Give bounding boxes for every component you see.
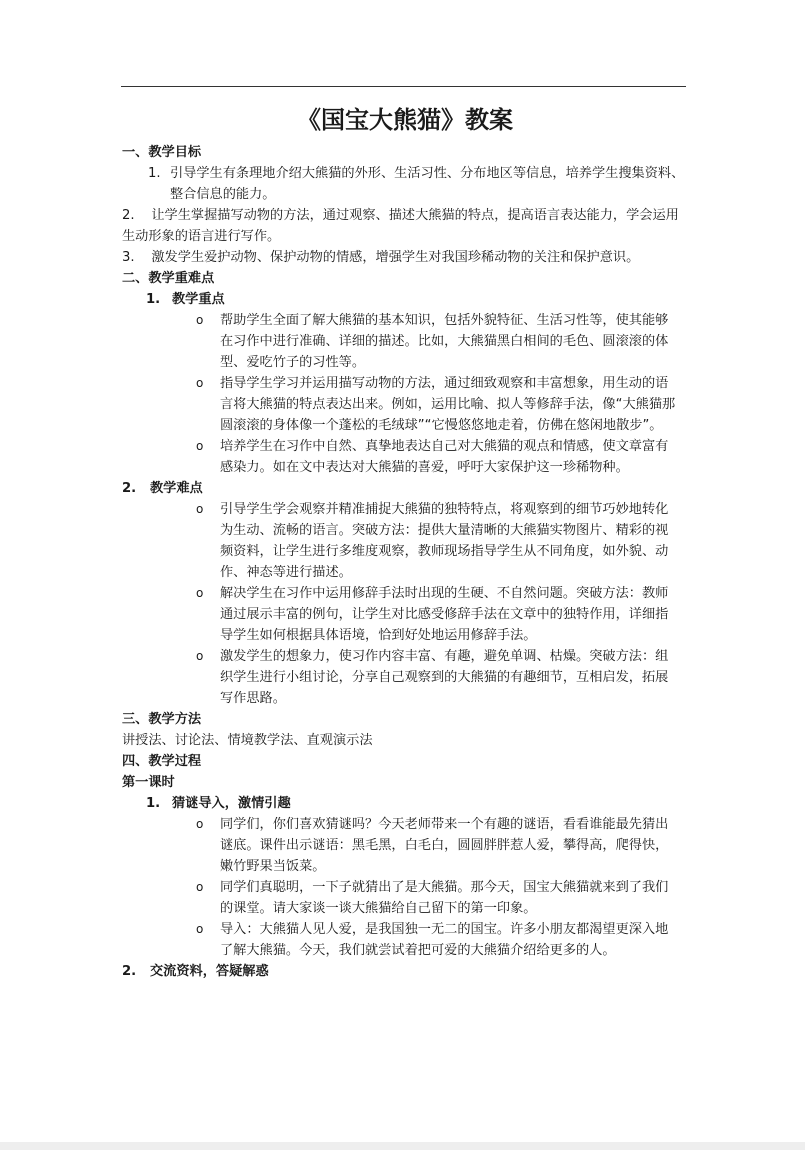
step-number: 2. (122, 964, 137, 979)
focus-bullet-2 (122, 373, 678, 436)
bullet-text: 激发学生的想象力，使习作内容丰富、有趣，避免单调、枯燥。突破方法：组织学生进行小组讨论，分享自己观察到的大熊猫的有趣细节，互相启发，拓展写作思路。 (220, 649, 669, 706)
page-bottom-band (0, 1142, 805, 1150)
goal-item-1 (122, 163, 688, 205)
subheading-label: 教学重点 (172, 292, 225, 307)
circle-bullet-icon: o (196, 376, 204, 390)
difficulty-bullet-2 (122, 583, 678, 646)
document-body (122, 100, 688, 982)
subheading-label: 教学难点 (150, 481, 203, 496)
circle-bullet-icon: o (196, 502, 204, 516)
section-heading-methods: 三、教学方法 (122, 712, 202, 727)
subheading-number: 2. (122, 481, 137, 496)
section-heading-process: 四、教学过程 (122, 754, 202, 769)
subheading-difficulty (122, 478, 688, 499)
goal-text: 引导学生有条理地介绍大熊猫的外形、生活习性、分布地区等信息，培养学生搜集资料、整合信息的能力。 (170, 166, 685, 202)
bullet-text: 指导学生学习并运用描写动物的方法，通过细致观察和丰富想象，用生动的语言将大熊猫的特点表达出来。例如，运用比喻、拟人等修辞手法，像“大熊猫那圆滚滚的身体像一个蓬松的毛绒球”“它慢悠悠地走着，仿佛在悠闲地散步”。 (220, 376, 676, 433)
goal-number: 3. (122, 250, 135, 265)
goal-text: 让学生掌握描写动物的方法，通过观察、描述大熊猫的特点，提高语言表达能力，学会运用生动形象的语言进行写作。 (122, 208, 679, 244)
circle-bullet-icon: o (196, 880, 204, 894)
difficulty-bullet-1 (122, 499, 678, 583)
document-title: 《国宝大熊猫》教案 (297, 106, 513, 134)
section-heading-key-points: 二、教学重难点 (122, 271, 215, 286)
goal-text: 激发学生爱护动物、保护动物的情感，增强学生对我国珍稀动物的关注和保护意识。 (151, 250, 640, 265)
step1-bullet-1 (122, 814, 678, 877)
subheading-number: 1. (146, 292, 161, 307)
goal-item-2 (122, 205, 688, 247)
bullet-text: 帮助学生全面了解大熊猫的基本知识，包括外貌特征、生活习性等，使其能够在习作中进行准确、详细的描述。比如，大熊猫黑白相间的毛色、圆滚滚的体型、爱吃竹子的习性等。 (220, 313, 669, 370)
bullet-text: 同学们真聪明，一下子就猜出了是大熊猫。那今天，国宝大熊猫就来到了我们的课堂。请大家谈一谈大熊猫给自己留下的第一印象。 (220, 880, 669, 916)
circle-bullet-icon: o (196, 649, 204, 663)
step1-bullet-3 (122, 919, 678, 961)
goal-number: 2. (122, 208, 135, 223)
step-label: 猜谜导入，激情引趣 (172, 796, 291, 811)
goal-item-3 (122, 247, 688, 268)
difficulty-bullet-3 (122, 646, 678, 709)
lesson-label: 第一课时 (122, 775, 175, 790)
focus-bullet-1 (122, 310, 678, 373)
bullet-text: 引导学生学会观察并精准捕捉大熊猫的独特特点，将观察到的细节巧妙地转化为生动、流畅的语言。突破方法：提供大量清晰的大熊猫实物图片、精彩的视频资料，让学生进行多维度观察，教师现场指导学生从不同角度，如外貌、动作、神态等进行描述。 (220, 502, 669, 580)
methods-text: 讲授法、讨论法、情境教学法、直观演示法 (122, 733, 373, 748)
circle-bullet-icon: o (196, 439, 204, 453)
bullet-text: 导入：大熊猫人见人爱，是我国独一无二的国宝。许多小朋友都渴望更深入地了解大熊猫。今天，我们就尝试着把可爱的大熊猫介绍给更多的人。 (220, 922, 669, 958)
focus-bullet-3 (122, 436, 678, 478)
step1-bullet-2 (122, 877, 678, 919)
step-number: 1. (146, 796, 161, 811)
bullet-text: 培养学生在习作中自然、真挚地表达自己对大熊猫的观点和情感，使文章富有感染力。如在文中表达对大熊猫的喜爱，呼吁大家保护这一珍稀物种。 (220, 439, 669, 475)
subheading-focus (122, 289, 688, 310)
circle-bullet-icon: o (196, 586, 204, 600)
circle-bullet-icon: o (196, 817, 204, 831)
step-label: 交流资料，答疑解惑 (150, 964, 269, 979)
header-rule (121, 86, 686, 87)
step-heading-2 (122, 961, 688, 982)
goal-number: 1. (148, 166, 161, 181)
section-heading-goals: 一、教学目标 (122, 145, 202, 160)
bullet-text: 解决学生在习作中运用修辞手法时出现的生硬、不自然问题。突破方法：教师通过展示丰富的例句，让学生对比感受修辞手法在文章中的独特作用，详细指导学生如何根据具体语境，恰到好处地运用修辞手法。 (220, 586, 669, 643)
bullet-text: 同学们，你们喜欢猜谜吗？今天老师带来一个有趣的谜语，看看谁能最先猜出谜底。课件出示谜语：黑毛黑，白毛白，圆圆胖胖惹人爱，攀得高，爬得快，嫩竹野果当饭菜。 (220, 817, 669, 874)
circle-bullet-icon: o (196, 313, 204, 327)
circle-bullet-icon: o (196, 922, 204, 936)
step-heading-1 (122, 793, 688, 814)
